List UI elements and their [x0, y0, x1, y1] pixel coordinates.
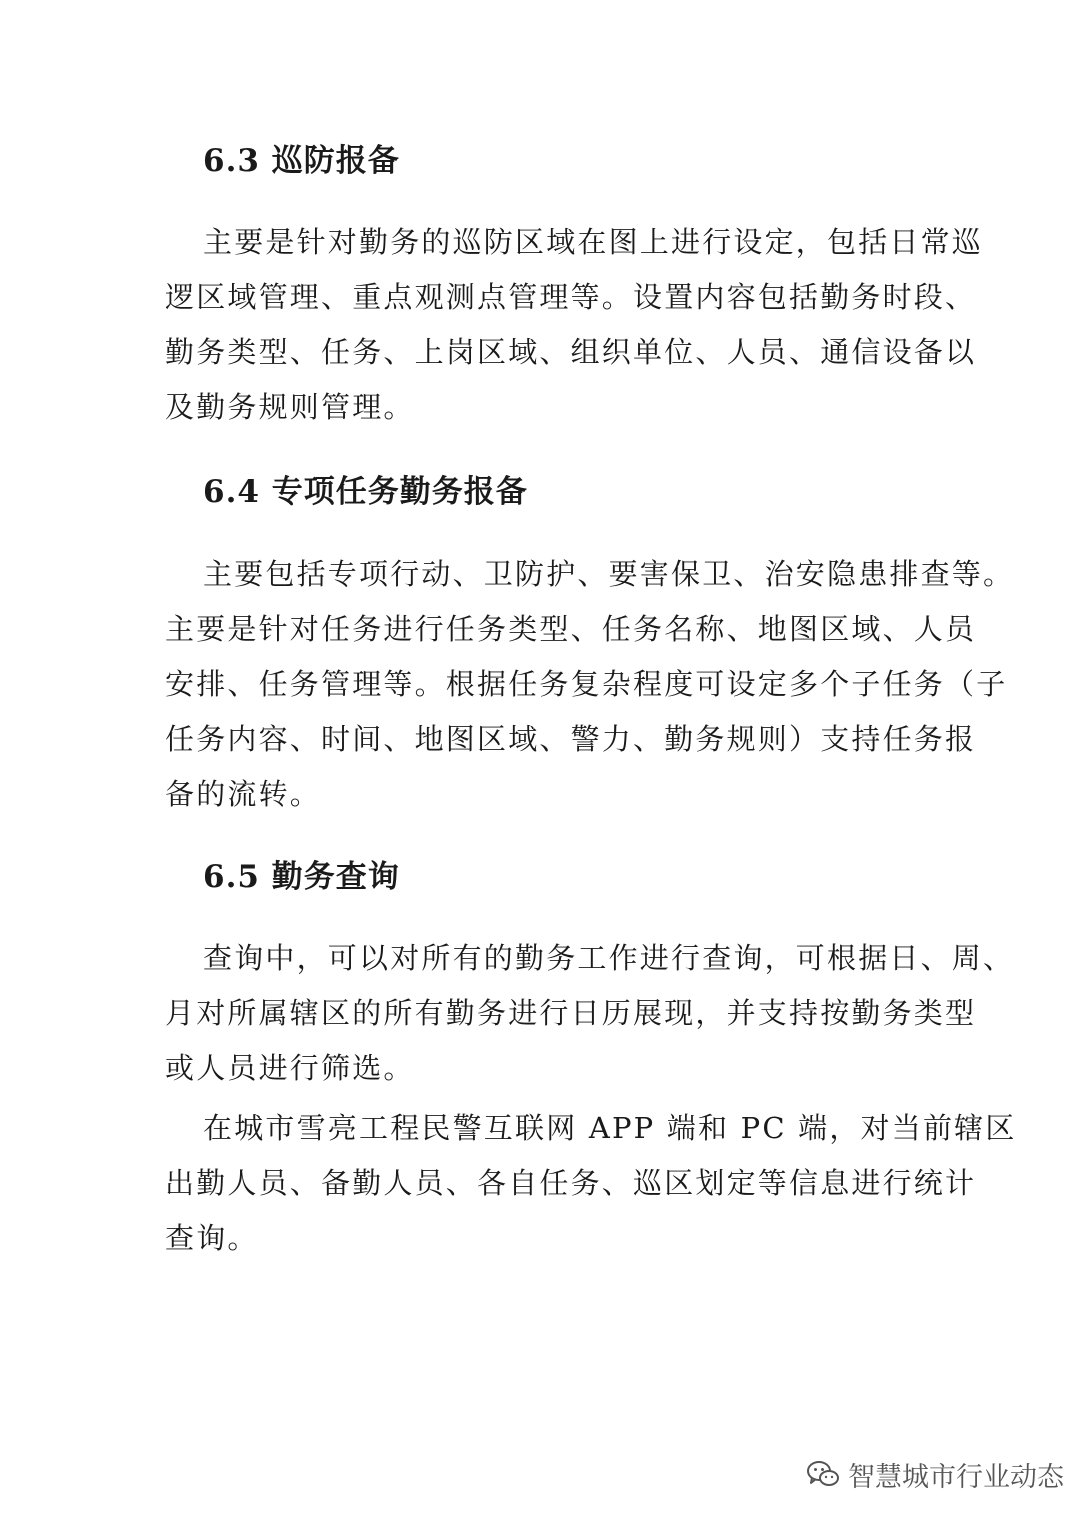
- section-heading-6-5: 6.5 勤务查询: [203, 859, 400, 895]
- section-6-4-paragraph-1: [165, 547, 1015, 822]
- paragraph-line: 逻区域管理、重点观测点管理等。设置内容包括勤务时段、: [165, 280, 977, 314]
- paragraph-line: 备的流转。: [165, 777, 322, 811]
- paragraph-line: 或人员进行筛选。: [165, 1051, 415, 1085]
- paragraph-line: 任务内容、时间、地图区域、警力、勤务规则）支持任务报: [165, 722, 977, 756]
- paragraph-line: 主要是针对任务进行任务类型、任务名称、地图区域、人员: [165, 612, 977, 646]
- paragraph-line: 月对所属辖区的所有勤务进行日历展现，并支持按勤务类型: [165, 996, 977, 1030]
- section-6-3-paragraph-1: [165, 215, 984, 435]
- paragraph-line: 查询中，可以对所有的勤务工作进行查询，可根据日、周、: [203, 941, 1015, 975]
- paragraph-line: 主要是针对勤务的巡防区域在图上进行设定，包括日常巡: [203, 225, 984, 259]
- paragraph-line: 在城市雪亮工程民警互联网 APP 端和 PC 端，对当前辖区: [203, 1111, 1017, 1145]
- paragraph-line: 勤务类型、任务、上岗区域、组织单位、人员、通信设备以: [165, 335, 977, 369]
- section-6-5-paragraph-1: [165, 931, 1015, 1096]
- section-heading-6-3: 6.3 巡防报备: [203, 143, 400, 179]
- paragraph-line: 安排、任务管理等。根据任务复杂程度可设定多个子任务（子: [165, 667, 1008, 701]
- paragraph-line: 主要包括专项行动、卫防护、要害保卫、治安隐患排查等。: [203, 557, 1015, 591]
- wechat-icon: [806, 1459, 840, 1489]
- section-6-5-paragraph-2: [165, 1101, 1017, 1266]
- section-heading-6-4: 6.4 专项任务勤务报备: [203, 474, 528, 510]
- paragraph-line: 及勤务规则管理。: [165, 390, 415, 424]
- paragraph-line: 查询。: [165, 1221, 259, 1255]
- paragraph-line: 出勤人员、备勤人员、各自任务、巡区划定等信息进行统计: [165, 1166, 977, 1200]
- watermark-text: 智慧城市行业动态: [848, 1461, 1064, 1493]
- watermark: [806, 1452, 1064, 1496]
